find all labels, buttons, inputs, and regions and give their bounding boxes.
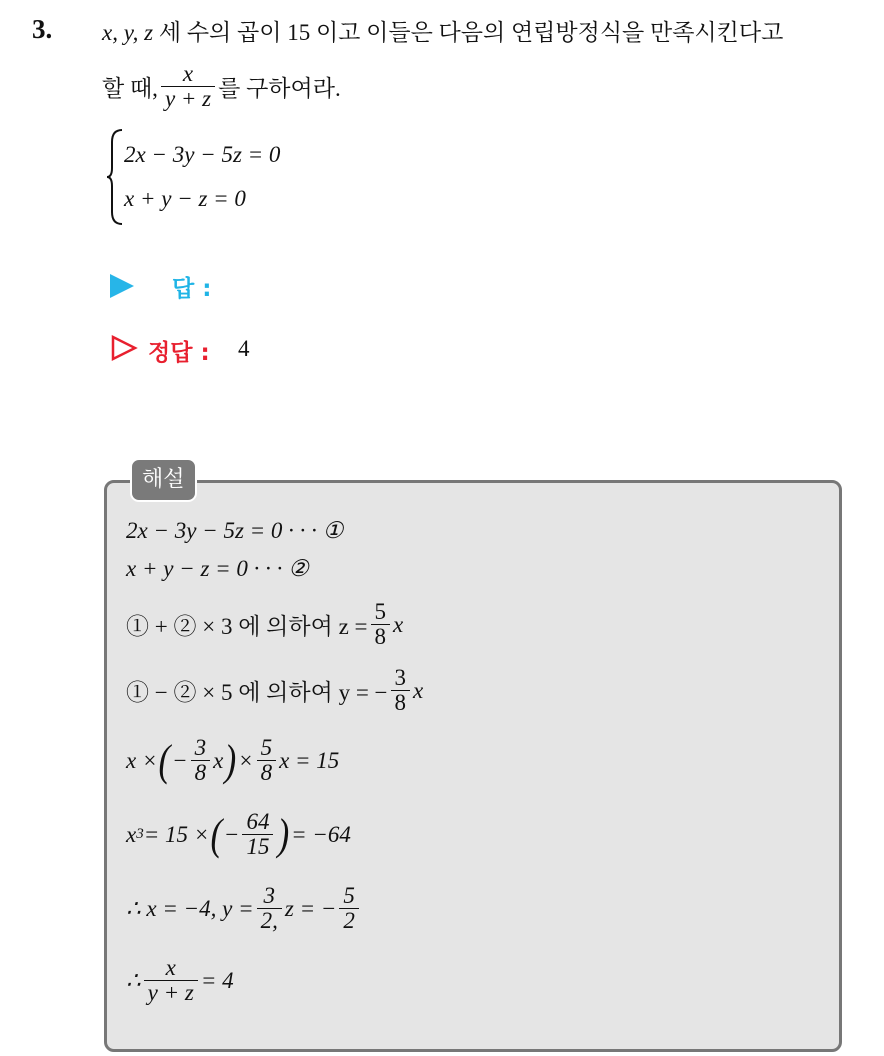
problem-vars: x, y, z (102, 20, 154, 45)
solution-line-5 (126, 736, 339, 785)
fraction-numerator: 64 (246, 809, 270, 834)
solution-line4-fraction (391, 666, 411, 715)
fraction-numerator: 3 (394, 665, 407, 690)
fraction-numerator: 3 (194, 735, 207, 760)
answer-label: 답 : (172, 276, 212, 302)
fraction-denominator: y + z (161, 86, 215, 111)
solution-line-2: x + y − z = 0 · · · ② (126, 556, 309, 581)
system-brace-icon (106, 128, 124, 226)
problem-line1-text: 세 수의 곱이 15 이고 이들은 다음의 연립방정식을 만족시킨다고 (153, 20, 784, 45)
left-paren: ( (158, 735, 171, 785)
solution-line5-fraction-1 (191, 736, 211, 785)
solution-line7-fraction-1 (257, 884, 282, 933)
solution-line7-fraction-2 (339, 884, 359, 933)
correct-answer-label: 정답 : (148, 340, 210, 366)
solution-line8-end: = 4 (200, 967, 234, 993)
therefore-sign: ∴ (126, 967, 141, 993)
fraction-denominator: y + z (144, 980, 198, 1005)
minus-sign: − (223, 821, 240, 847)
fraction-denominator: 2, (257, 908, 282, 933)
solution-line7-mid: z = − (284, 895, 337, 921)
fraction-denominator: 8 (257, 760, 277, 785)
problem-line-1 (102, 14, 783, 47)
solution-line-4 (126, 666, 423, 715)
solution-line6-fraction (242, 810, 273, 859)
system-equation-1: 2x − 3y − 5z = 0 (124, 142, 281, 167)
solution-line-8 (126, 956, 234, 1005)
solution-line-1: 2x − 3y − 5z = 0 · · · ① (126, 518, 344, 543)
fraction-denominator: 2 (339, 908, 359, 933)
solution-line4-text: ① − ② × 5 에 의하여 y = − (126, 680, 388, 706)
solution-line6-end: = −64 (291, 821, 351, 847)
solution-line3-text: ① + ② × 3 에 의하여 z = (126, 614, 368, 640)
solution-line4-tail: x (413, 677, 424, 703)
fraction-denominator: 8 (191, 760, 211, 785)
variable-x: x (126, 821, 137, 847)
solution-line6-mid: = 15 × (143, 821, 210, 847)
solution-line-3 (126, 600, 403, 649)
solution-line3-tail: x (393, 611, 404, 637)
fraction-numerator: x (182, 61, 194, 86)
correct-arrow-icon (110, 334, 138, 362)
solution-line-7 (126, 884, 362, 933)
fraction-denominator: 8 (391, 690, 411, 715)
fraction-denominator: 15 (242, 834, 273, 859)
variable-x: x (213, 747, 224, 773)
right-paren: ) (224, 735, 237, 785)
solution-line5-fraction-2 (257, 736, 277, 785)
solution-line5-end: x = 15 (279, 747, 340, 773)
solution-line7-start: ∴ x = −4, y = (126, 895, 254, 921)
fraction-numerator: 5 (343, 883, 355, 908)
problem-number: 3. (32, 14, 53, 44)
fraction-numerator: 3 (263, 883, 275, 908)
problem-line2-suffix: 를 구하여라. (218, 76, 341, 102)
fraction-numerator: x (165, 955, 176, 980)
solution-tag: 해설 (130, 458, 197, 502)
problem-fraction (161, 62, 215, 111)
exponent: 3 (136, 826, 144, 843)
solution-line-6 (126, 810, 351, 859)
minus-sign: − (172, 747, 188, 773)
solution-line5-start: x × (126, 747, 158, 773)
solution-line3-fraction (371, 600, 391, 649)
problem-line-2 (102, 62, 341, 111)
fraction-denominator: 8 (371, 624, 391, 649)
solution-line8-fraction (144, 956, 198, 1005)
system-equation-2: x + y − z = 0 (124, 186, 246, 211)
problem-line2-prefix: 할 때, (102, 76, 158, 102)
fraction-numerator: 5 (260, 735, 273, 760)
left-paren: ( (210, 809, 223, 859)
answer-arrow-icon (110, 274, 134, 298)
times-sign: × (238, 747, 254, 773)
correct-answer-value: 4 (238, 336, 250, 361)
fraction-numerator: 5 (374, 599, 386, 624)
right-paren: ) (277, 809, 290, 859)
